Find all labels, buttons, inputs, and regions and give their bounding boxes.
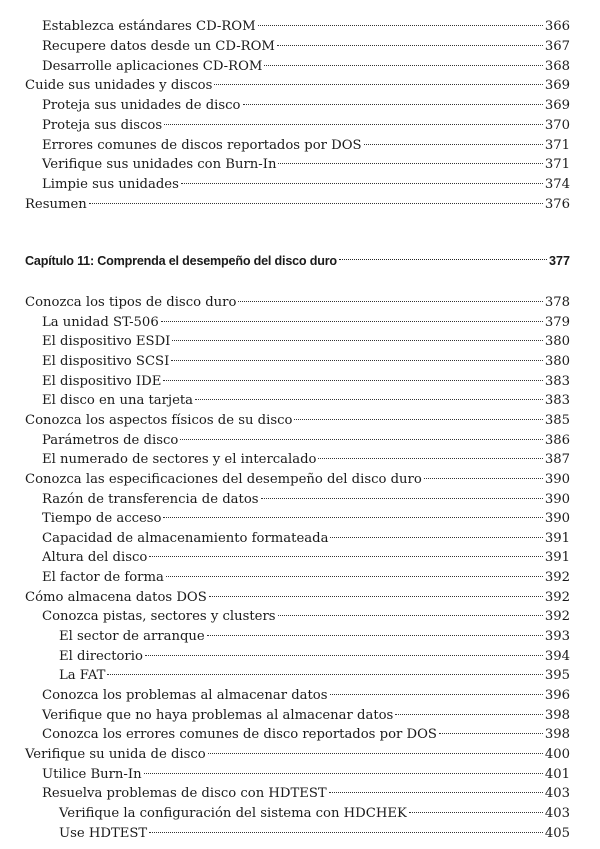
dot-leader (278, 144, 542, 164)
toc-entry-page: 392 (544, 570, 570, 586)
dot-leader (172, 321, 542, 341)
dot-leader (318, 439, 542, 459)
toc-entry-page: 371 (544, 157, 570, 173)
toc-entry-title: Razón de transferencia de datos (42, 491, 259, 507)
toc-entry-title: Conozca los aspectos físicos de su disco (25, 412, 293, 428)
toc-entry (25, 188, 570, 212)
dot-leader (264, 46, 542, 66)
toc-entry-title: La FAT (59, 668, 106, 684)
dot-leader (166, 557, 543, 577)
toc-entry-title: Use HDTEST (59, 825, 148, 841)
toc-entry-title: Conozca las especificaciones del desempeño del disco duro (25, 471, 422, 487)
toc-entry-title: Verifique la configuración del sistema con HDCHEK (59, 805, 407, 821)
chapter-heading (25, 242, 570, 268)
dot-leader (145, 636, 543, 656)
toc-entry-page: 383 (544, 393, 570, 409)
toc-entry-title: Verifique su unida de disco (25, 746, 206, 762)
dot-leader (214, 65, 542, 85)
dot-leader (180, 420, 543, 440)
dot-leader (149, 537, 543, 557)
toc-entry-page: 398 (544, 707, 570, 723)
toc-entry-title: Establezca estándares CD-ROM (42, 19, 256, 34)
toc-entry (25, 817, 570, 841)
toc-entry-title: Conozca los problemas al almacenar datos (42, 688, 328, 703)
toc-entry-page: 369 (544, 78, 570, 94)
toc-entry-page: 390 (544, 471, 570, 487)
toc-entry-page: 403 (544, 786, 570, 802)
toc-entry-page: 367 (544, 38, 570, 54)
toc-entry-title: Recupere datos desde un CD-ROM (42, 38, 275, 54)
dot-leader (149, 813, 543, 833)
toc-entry-page: 401 (544, 766, 570, 782)
toc-entry-page: 390 (544, 491, 570, 507)
toc-entry-page: 391 (544, 550, 570, 566)
toc-entry-title: Verifique sus unidades con Burn-In (42, 157, 277, 173)
dot-leader (364, 125, 543, 145)
dot-leader (195, 380, 543, 400)
toc-entry-title: Desarrolle aplicaciones CD-ROM (42, 58, 263, 74)
dot-leader (163, 498, 542, 518)
toc-entry-page: 378 (544, 295, 570, 310)
toc-entry-page: 396 (544, 688, 570, 703)
dot-leader (294, 400, 542, 420)
dot-leader (330, 675, 543, 695)
toc-entry-title: Utilice Burn-In (42, 766, 142, 782)
toc-entry-page: 368 (544, 58, 570, 74)
toc-entry-title: Verifique que no haya problemas al almacenar datos (42, 707, 394, 723)
dot-leader (238, 282, 542, 302)
toc-entry-page: 369 (544, 98, 570, 113)
toc-entry-page: 371 (544, 137, 570, 153)
dot-leader (89, 184, 543, 204)
toc-entry-page: 376 (544, 196, 570, 212)
toc-entry-page: 385 (544, 412, 570, 428)
toc-entry-page: 380 (544, 334, 570, 350)
toc-entry-page: 393 (544, 629, 570, 645)
toc-entry-page: 392 (544, 589, 570, 605)
toc-entry-title: Resuelva problemas de disco con HDTEST (42, 786, 327, 802)
dot-leader (330, 518, 542, 538)
toc-entry-page: 366 (544, 19, 570, 34)
toc-entry-page: 400 (544, 746, 570, 762)
dot-leader (161, 302, 543, 322)
toc-entry-title: Proteja sus unidades de disco (42, 98, 241, 113)
toc-entry-title: Cómo almacena datos DOS (25, 589, 207, 605)
dot-leader (171, 341, 543, 361)
dot-leader (424, 459, 543, 479)
toc-entry-page: 380 (544, 353, 570, 369)
toc-entry-title: Conozca pistas, sectores y clusters (42, 609, 276, 625)
dot-leader (164, 105, 543, 125)
toc-entry-title: El numerado de sectores y el intercalado (42, 452, 317, 468)
toc-entry-title: Altura del disco (42, 550, 148, 566)
toc-entry-title: Cuide sus unidades y discos (25, 78, 213, 94)
toc-entry-title: Parámetros de disco (42, 432, 179, 448)
dot-leader (339, 237, 547, 260)
dot-leader (277, 26, 543, 46)
toc-entry-page: 374 (544, 177, 570, 192)
toc-entry-page: 403 (544, 805, 570, 821)
dot-leader (107, 655, 542, 675)
toc-entry-page: 405 (544, 825, 570, 841)
toc-entry-page: 387 (544, 452, 570, 468)
toc-entry-title: Proteja sus discos (42, 117, 163, 133)
chapter-title: Capítulo 11: Comprenda el desempeño del disco duro (25, 254, 337, 268)
toc-entry-page: 370 (544, 117, 570, 133)
toc-entry-title: Capacidad de almacenamiento formateada (42, 530, 329, 546)
toc-entry-title: El dispositivo SCSI (42, 353, 170, 369)
toc-entry-title: Errores comunes de discos reportados por DOS (42, 137, 362, 153)
toc-entry-page: 391 (544, 530, 570, 546)
toc-entry-title: Tiempo de acceso (42, 511, 162, 527)
toc-entry-page: 379 (544, 314, 570, 330)
toc-entry-page: 395 (544, 668, 570, 684)
toc-entry-title: Limpie sus unidades (42, 177, 179, 192)
toc-entry-title: El directorio (59, 648, 143, 664)
toc-entry-page: 392 (544, 609, 570, 625)
dot-leader (181, 164, 543, 184)
toc-entry-page: 386 (544, 432, 570, 448)
dot-leader (258, 6, 543, 26)
toc-entry-page: 394 (544, 648, 570, 664)
toc-entry-title: El dispositivo ESDI (42, 334, 171, 350)
dot-leader (261, 479, 543, 499)
dot-leader (395, 695, 542, 715)
dot-leader (329, 773, 543, 793)
toc-entry-title: El disco en una tarjeta (42, 393, 194, 409)
dot-leader (207, 616, 543, 636)
toc-entry-title: Conozca los tipos de disco duro (25, 295, 237, 310)
toc-entry-title: Conozca los errores comunes de disco reportados por DOS (42, 727, 437, 743)
dot-leader (208, 734, 543, 754)
toc-entry-title: El sector de arranque (59, 629, 205, 645)
dot-leader (278, 596, 543, 616)
dot-leader (439, 714, 543, 734)
dot-leader (209, 577, 543, 597)
toc-entry-title: La unidad ST-506 (42, 314, 159, 330)
toc-entry-page: 383 (544, 373, 570, 389)
toc-entry-title: El dispositivo IDE (42, 373, 162, 389)
toc-entry-title: El factor de forma (42, 570, 164, 586)
chapter-page: 377 (548, 254, 570, 268)
dot-leader (243, 85, 543, 105)
dot-leader (144, 754, 543, 774)
toc-entry-page: 398 (544, 727, 570, 743)
dot-leader (163, 361, 542, 381)
toc-entry-title: Resumen (25, 196, 87, 212)
toc-entry-page: 390 (544, 511, 570, 527)
dot-leader (409, 793, 543, 813)
